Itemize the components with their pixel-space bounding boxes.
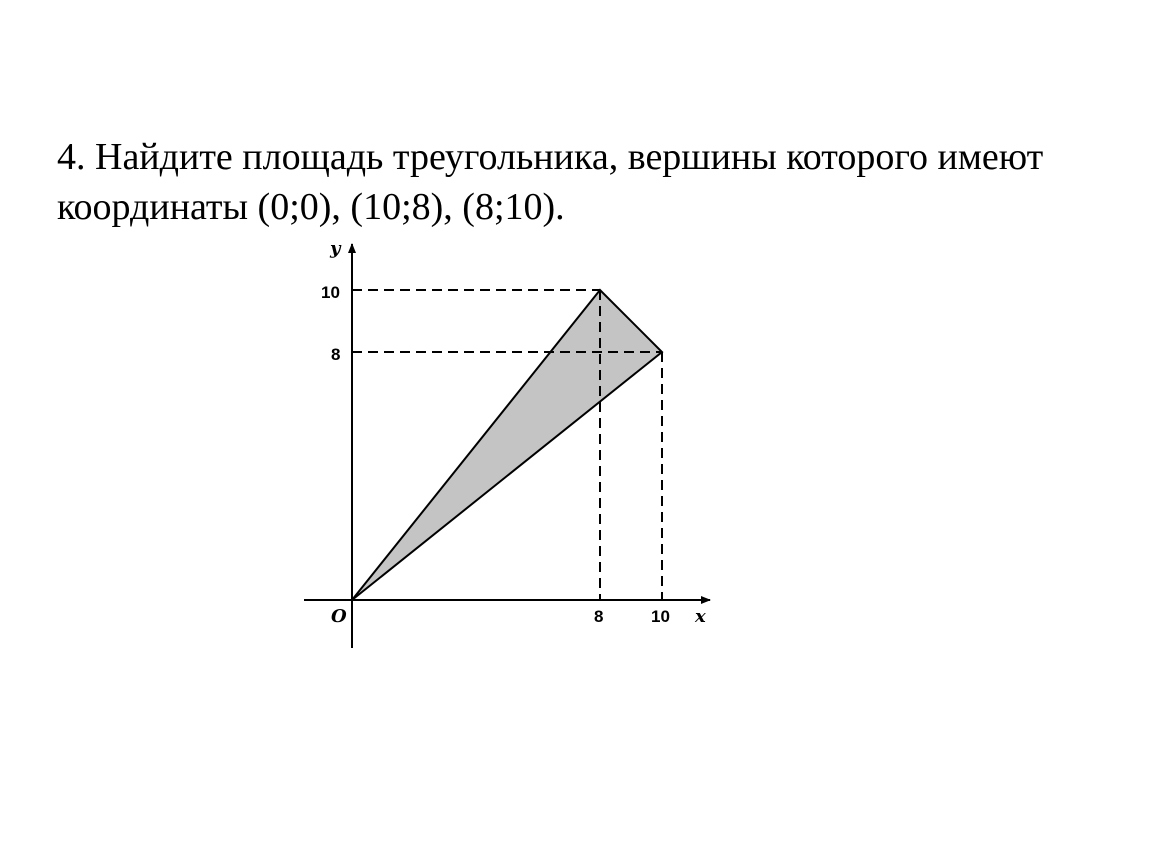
y-tick-label-8: 8 bbox=[331, 345, 341, 364]
x-axis-label: x bbox=[695, 606, 706, 627]
triangle-shape bbox=[352, 290, 662, 600]
y-tick-label-10: 10 bbox=[321, 283, 340, 302]
x-tick-label-8: 8 bbox=[594, 607, 604, 626]
problem-line-2: координаты (0;0), (10;8), (8;10). bbox=[57, 186, 565, 228]
origin-label: O bbox=[331, 606, 347, 627]
problem-line-1: 4. Найдите площадь треугольника, вершины которого имеют bbox=[57, 136, 1044, 178]
x-tick-label-10: 10 bbox=[651, 607, 670, 626]
y-axis-label: y bbox=[330, 238, 341, 259]
